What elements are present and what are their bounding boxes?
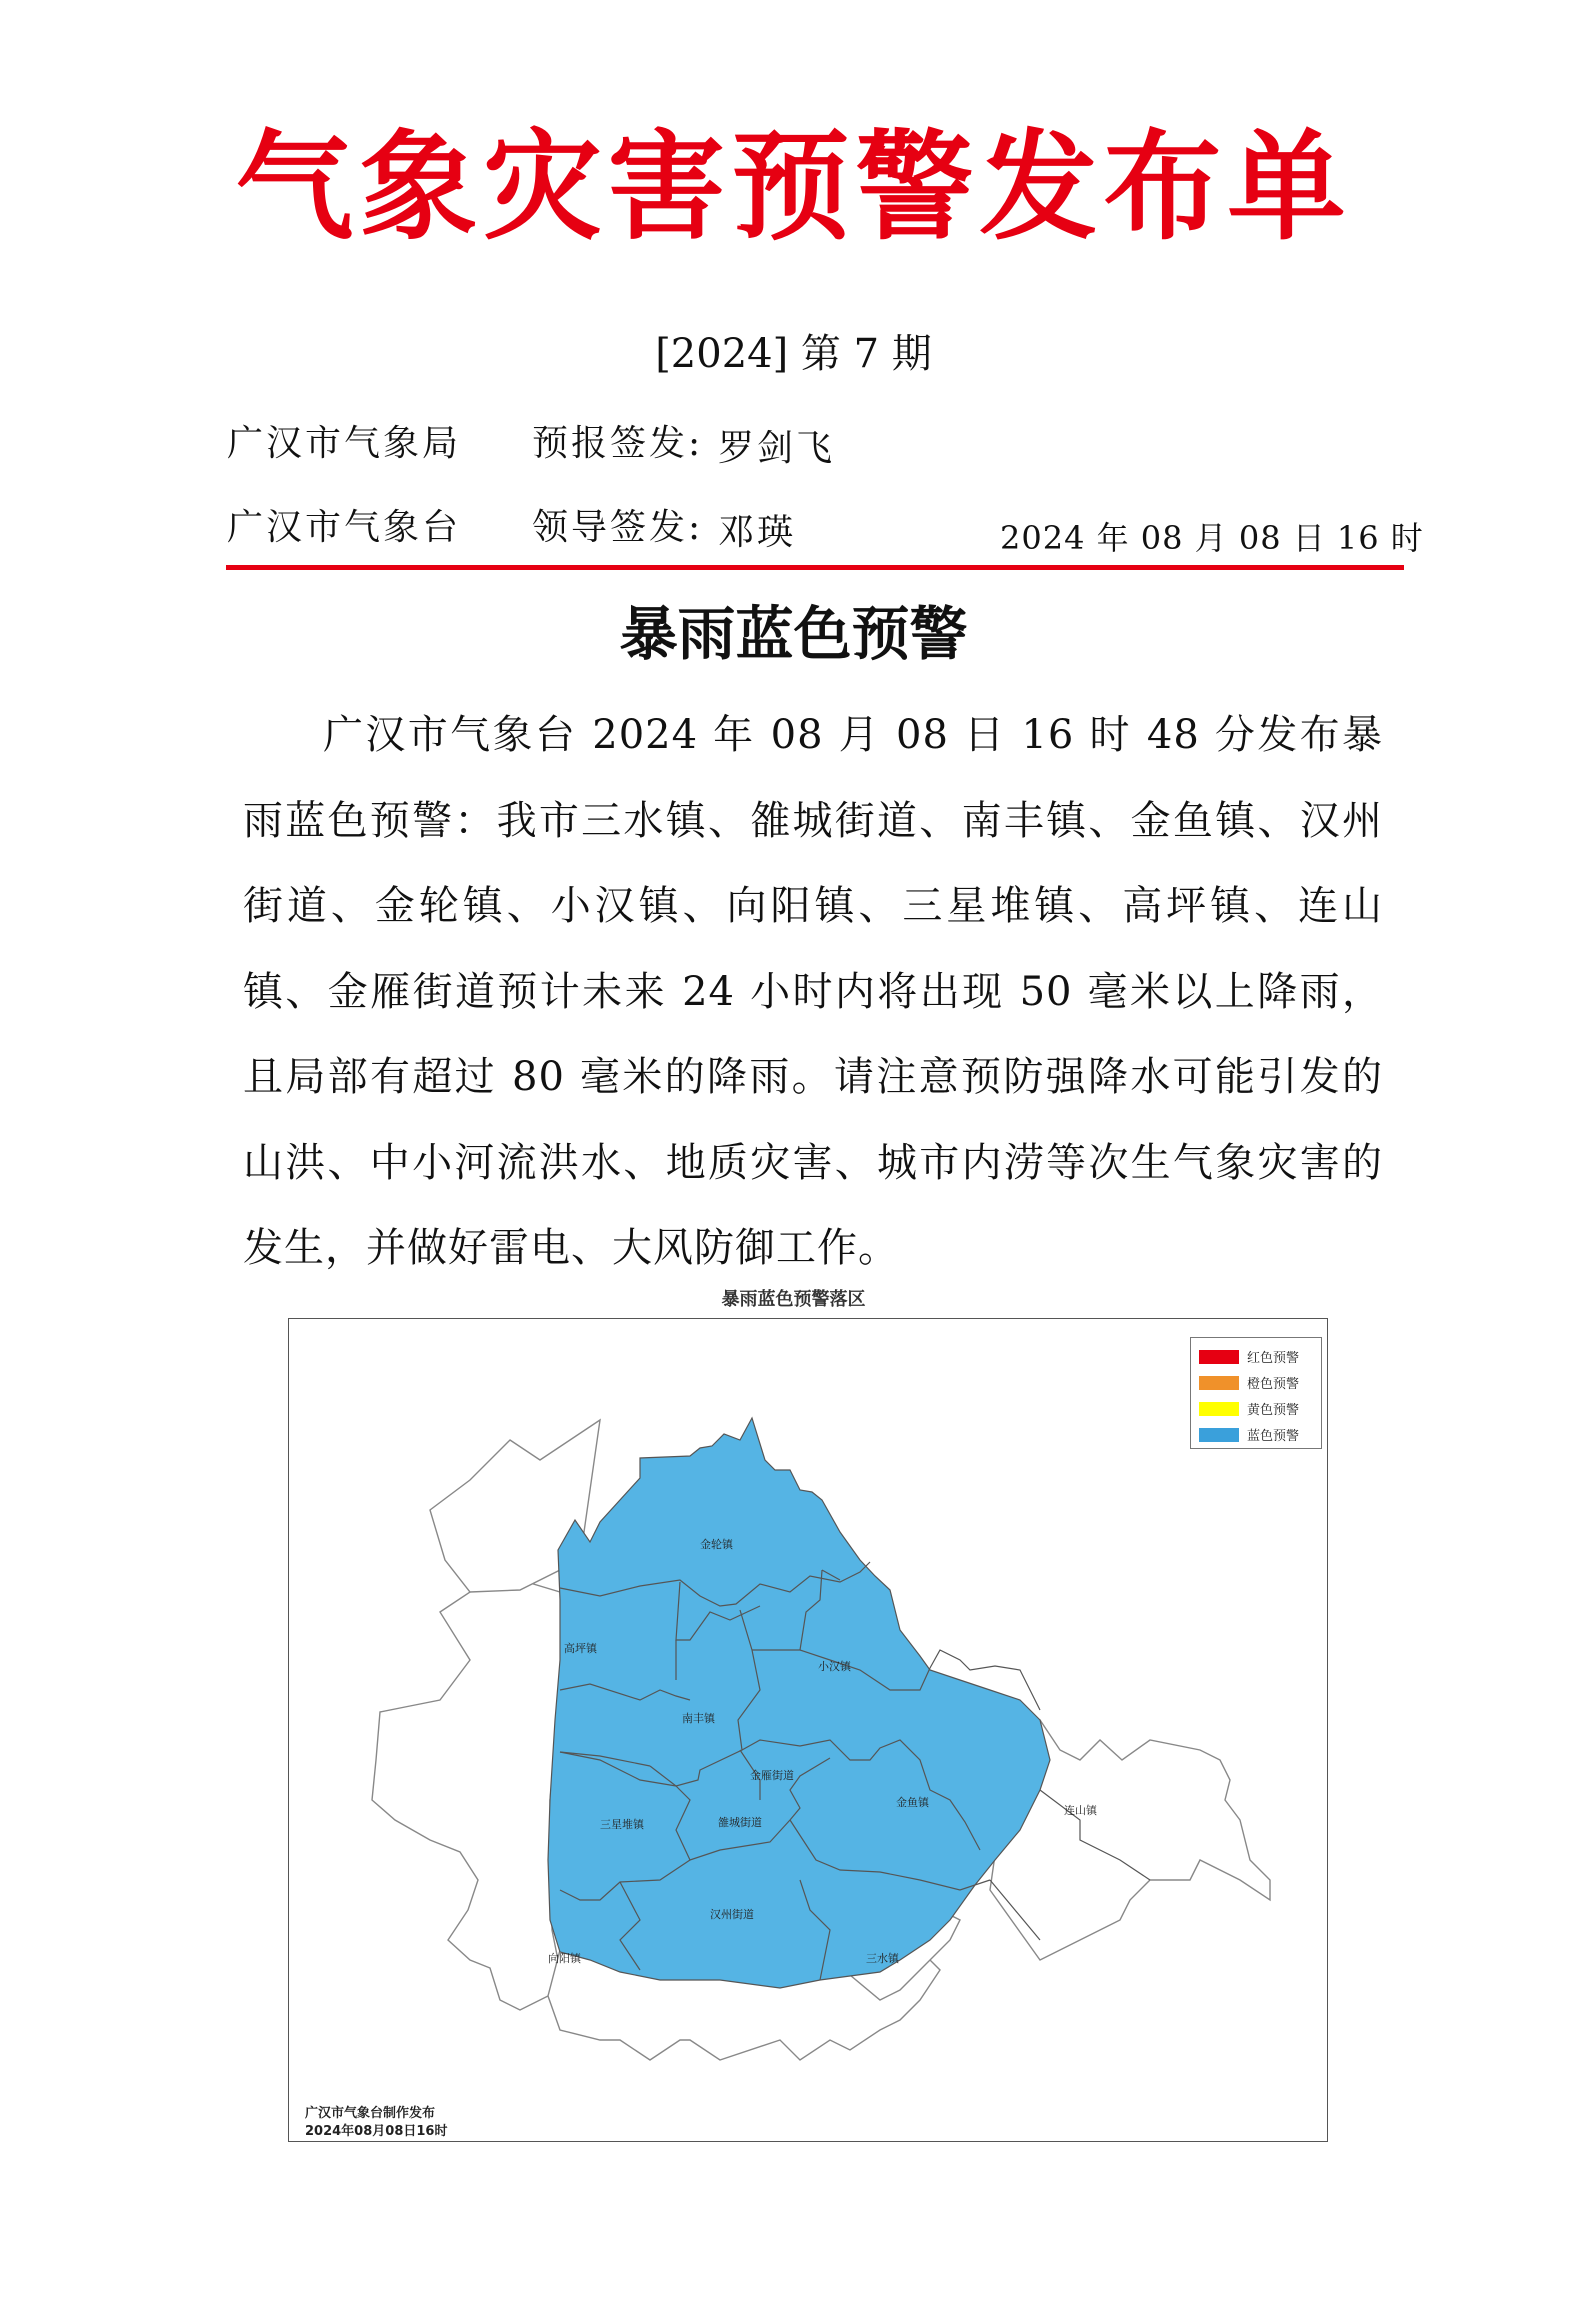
map-legend [1190,1337,1322,1449]
label-jinlun: 金轮镇 [700,1538,733,1551]
issue-number: [2024] 第 7 期 [655,331,932,377]
org-bureau: 广汉市气象局 [227,423,462,464]
forecast-sign-label: 预报签发: [532,423,704,464]
legend-item-blue [1199,1425,1299,1444]
label-sanshui: 三水镇 [866,1952,899,1965]
legend-swatch-red [1199,1350,1239,1364]
org-station: 广汉市气象台 [227,507,462,548]
label-hanzhou: 汉州街道 [710,1908,754,1921]
warning-body: 广汉市气象台 2024 年 08 月 08 日 16 时 48 分发布暴雨蓝色预警：我市三水镇、雒城街道、南丰镇、金鱼镇、汉州街道、金轮镇、小汉镇、向阳镇、三星堆镇、高坪镇、连山镇、金雁街道预计未来 24 小时内将出现 50 毫米以上降雨，且局部有超过 80 毫米的降雨。请注意预防强降水可能引发的山洪、中小河流洪水、地质灾害、城市内涝等次生气象灾害的发生，并做好雷电、大风防御工作。 [243,712,1383,1271]
forecast-signer: 罗剑飞 [718,428,836,469]
warning-title: 暴雨蓝色预警 [619,600,968,668]
label-luocheng: 雒城街道 [718,1816,762,1829]
document-title: 气象灾害预警发布单 [235,117,1352,256]
leader-signer: 邓瑛 [718,512,797,553]
legend-item-orange [1199,1373,1299,1392]
label-gaoping: 高坪镇 [564,1642,597,1655]
issue-time: 2024 年 08 月 08 日 16 时 [1000,519,1424,557]
label-jinyan: 金雁街道 [750,1769,794,1782]
legend-label-red: 红色预警 [1247,1351,1300,1366]
label-jinyu: 金鱼镇 [896,1796,929,1809]
label-nanfeng: 南丰镇 [682,1712,715,1725]
legend-swatch-blue [1199,1428,1239,1442]
label-xiaohan: 小汉镇 [818,1660,851,1673]
map-credit-line1: 广汉市气象台制作发布 [305,2106,436,2121]
label-lianshan: 连山镇 [1064,1804,1097,1817]
warning-area [548,1418,1050,1988]
leader-sign-label: 领导签发: [532,507,704,548]
map-title: 暴雨蓝色预警落区 [721,1289,866,1310]
legend-swatch-orange [1199,1376,1239,1390]
label-xiangyang: 向阳镇 [548,1952,581,1965]
legend-label-orange: 橙色预警 [1247,1377,1300,1392]
legend-label-blue: 蓝色预警 [1247,1429,1300,1444]
legend-label-yellow: 黄色预警 [1247,1403,1300,1418]
legend-swatch-yellow [1199,1402,1239,1416]
map-credit-line2: 2024年08月08日16时 [305,2124,448,2139]
legend-item-red [1199,1347,1299,1366]
legend-item-yellow [1199,1399,1299,1418]
label-sanxingdui: 三星堆镇 [600,1818,644,1831]
